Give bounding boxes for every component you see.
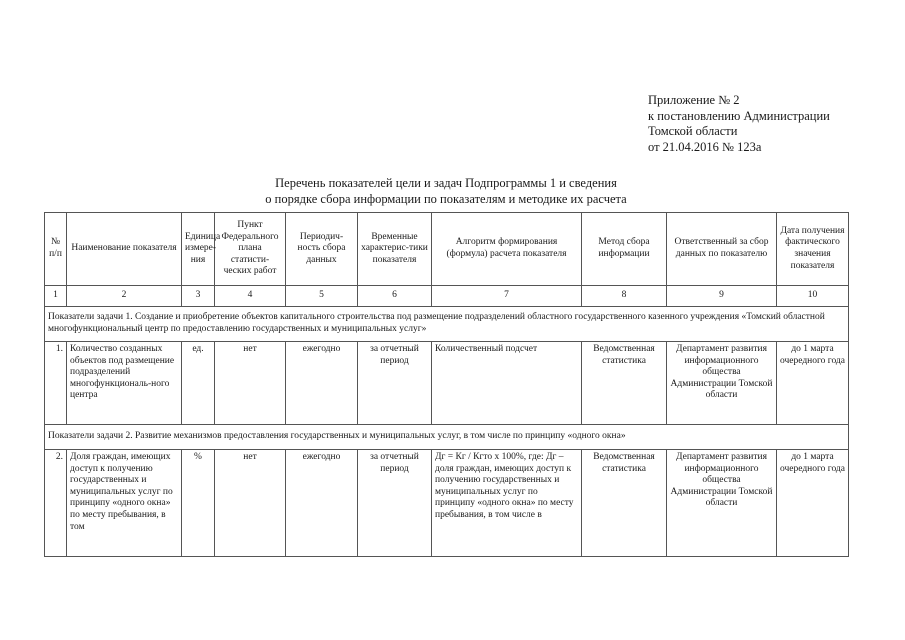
header-cell: Пункт Федерального плана статисти-ческих работ (215, 213, 286, 286)
plan-item-cell: нет (215, 342, 286, 425)
algorithm-cell: Количественный подсчет (432, 342, 582, 425)
responsible-cell: Департамент развития информационного общества Администрации Томской области (667, 450, 777, 557)
header-cell: Ответственный за сбор данных по показателю (667, 213, 777, 286)
plan-item-cell: нет (215, 450, 286, 557)
document-title (44, 176, 848, 207)
appendix-line: к постановлению Администрации (648, 108, 830, 123)
indicator-name: Количество созданных объектов под размещение подразделений многофункциональ-ного центра (67, 342, 182, 425)
time-characteristic-cell: за отчетный период (358, 342, 432, 425)
column-number: 9 (667, 286, 777, 307)
section-row-1 (45, 307, 849, 342)
periodicity-cell: ежегодно (286, 450, 358, 557)
header-cell: Дата получения фактического значения показателя (777, 213, 849, 286)
column-number: 4 (215, 286, 286, 307)
title-line-1: Перечень показателей цели и задач Подпрограммы 1 и сведения (275, 176, 617, 190)
date-cell: до 1 марта очередного года (777, 342, 849, 425)
header-cell: Алгоритм формирования (формула) расчета показателя (432, 213, 582, 286)
periodicity-cell: ежегодно (286, 342, 358, 425)
column-number: 10 (777, 286, 849, 307)
unit-cell: % (182, 450, 215, 557)
table-row (45, 450, 849, 557)
indicator-name: Доля граждан, имеющих доступ к получению государственных и муниципальных услуг по принципу «одного окна» по месту пребывания, в том (67, 450, 182, 557)
column-number: 6 (358, 286, 432, 307)
header-cell: Единица измере-ния (182, 213, 215, 286)
row-number: 1. (45, 342, 67, 425)
date-cell: до 1 марта очередного года (777, 450, 849, 557)
table-row (45, 342, 849, 425)
header-cell: № п/п (45, 213, 67, 286)
time-characteristic-cell: за отчетный период (358, 450, 432, 557)
algorithm-cell: Дг = Кг / Кгто х 100%, где: Дг – доля граждан, имеющих доступ к получению государственных и муниципальных услуг по принципу «одного окна» по месту пребывания, в том числе в (432, 450, 582, 557)
header-cell: Наименование показателя (67, 213, 182, 286)
section-heading: Показатели задачи 2. Развитие механизмов предоставления государственных и муниципальных услуг, в том числе по принципу «одного окна» (45, 425, 849, 450)
column-number: 7 (432, 286, 582, 307)
header-cell: Временные характерис-тики показателя (358, 213, 432, 286)
section-heading: Показатели задачи 1. Создание и приобретение объектов капитального строительства под размещение подразделений областного государственного казенного учреждения «Томский областной многофункциональный центр по предоставлению государственных и муниципальных услуг» (45, 307, 849, 342)
responsible-cell: Департамент развития информационного общества Администрации Томской области (667, 342, 777, 425)
appendix-line: Томской области (648, 124, 738, 138)
indicators-table (44, 212, 849, 557)
column-number: 1 (45, 286, 67, 307)
unit-cell: ед. (182, 342, 215, 425)
method-cell: Ведомственная статистика (582, 450, 667, 557)
column-number: 3 (182, 286, 215, 307)
method-cell: Ведомственная статистика (582, 342, 667, 425)
header-row (45, 213, 849, 286)
header-cell: Периодич-ность сбора данных (286, 213, 358, 286)
appendix-line: от 21.04.2016 № 123а (648, 139, 762, 154)
column-number: 5 (286, 286, 358, 307)
header-cell: Метод сбора информации (582, 213, 667, 286)
section-row-2 (45, 425, 849, 450)
appendix-block (648, 93, 830, 155)
column-number-row (45, 286, 849, 307)
column-number: 8 (582, 286, 667, 307)
title-line-2: о порядке сбора информации по показателям и методике их расчета (265, 191, 627, 206)
appendix-line: Приложение № 2 (648, 93, 740, 107)
row-number: 2. (45, 450, 67, 557)
column-number: 2 (67, 286, 182, 307)
